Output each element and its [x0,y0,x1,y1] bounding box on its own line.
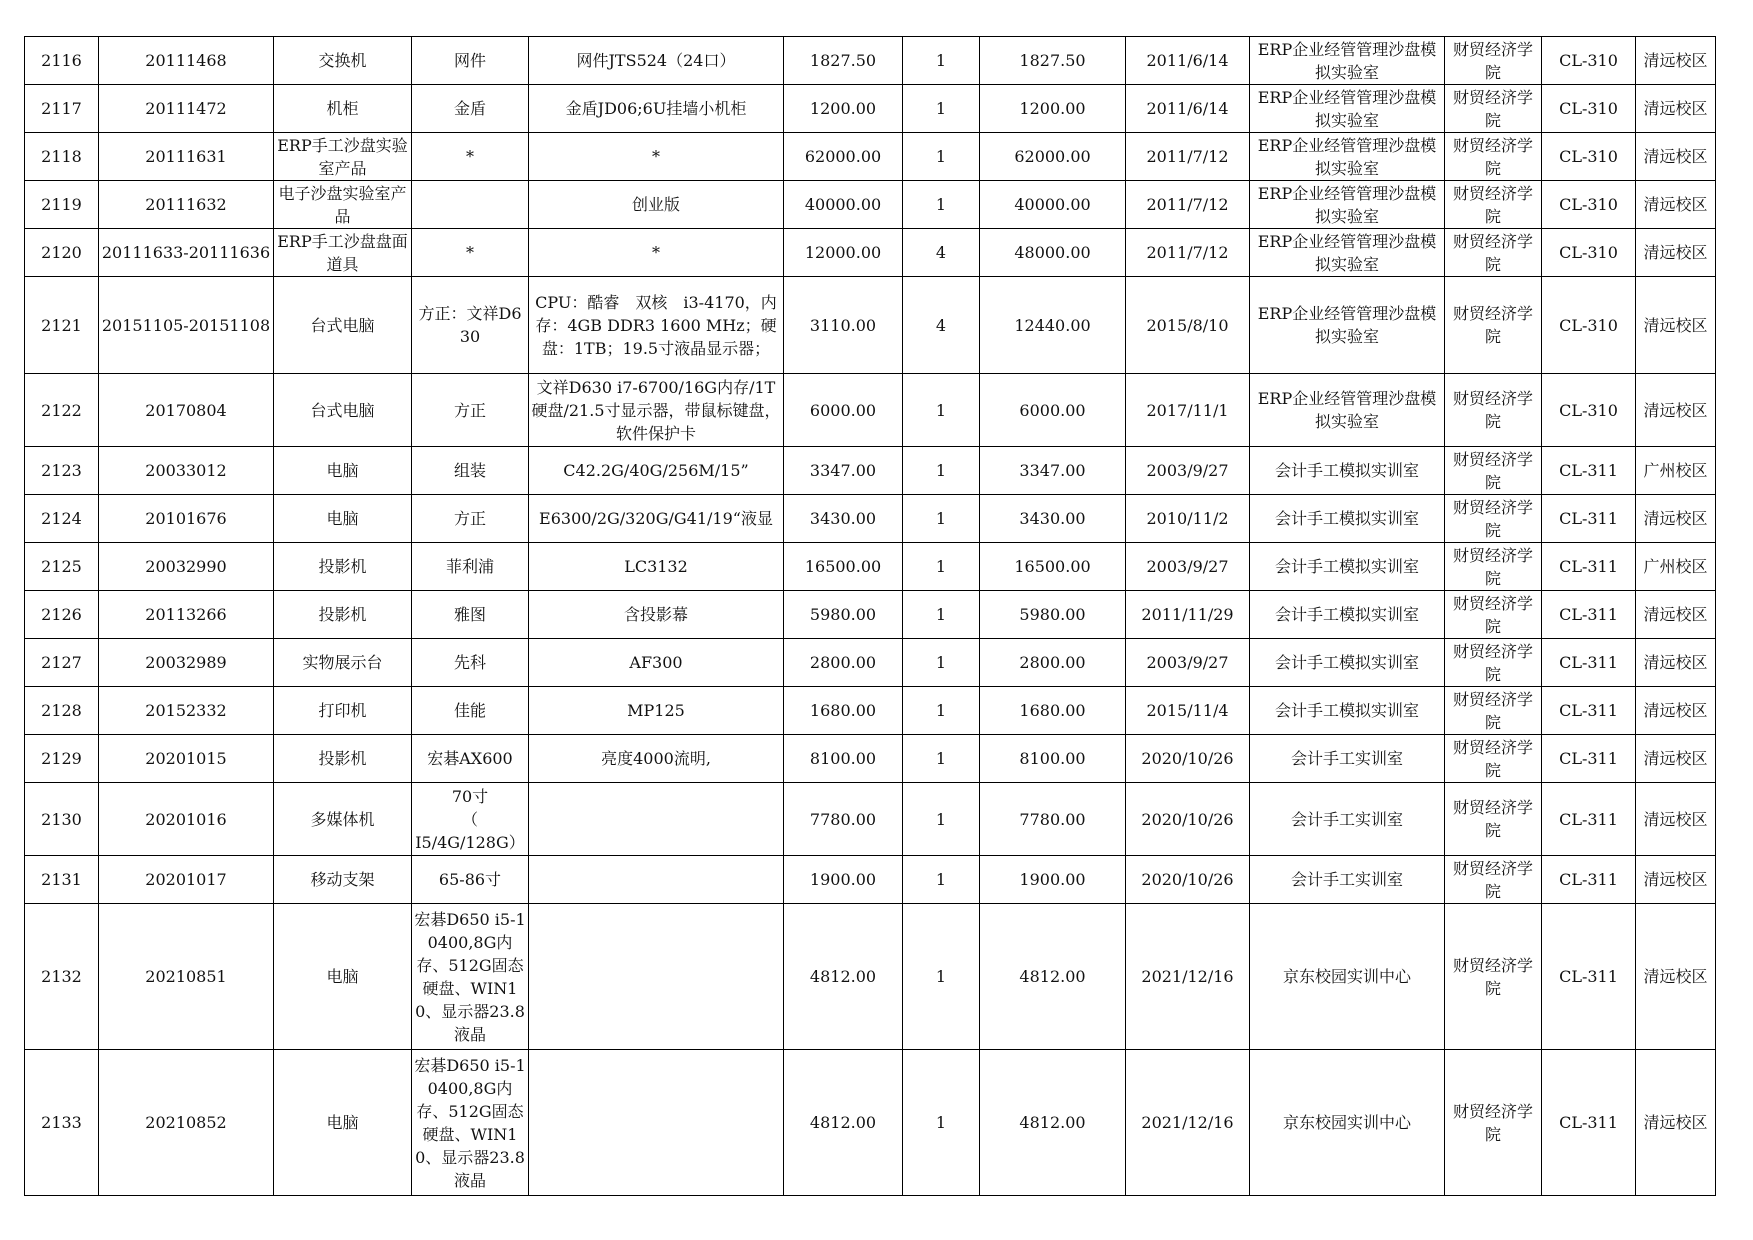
cell-campus: 清远校区 [1636,37,1716,85]
cell-asset-id: 20210851 [99,904,274,1050]
cell-brand-model: 网件 [412,37,529,85]
cell-specification: MP125 [529,687,784,735]
cell-campus: 广州校区 [1636,543,1716,591]
cell-campus: 清远校区 [1636,229,1716,277]
cell-specification: 亮度4000流明, [529,735,784,783]
cell-quantity: 1 [903,591,980,639]
cell-unit-price: 5980.00 [784,591,903,639]
table-row [25,495,1716,543]
table-row [25,85,1716,133]
cell-location: ERP企业经管管理沙盘模拟实验室 [1250,277,1445,374]
cell-quantity: 4 [903,277,980,374]
cell-brand-model: 70寸 （ I5/4G/128G） [412,783,529,856]
cell-quantity: 1 [903,37,980,85]
cell-purchase-date: 2021/12/16 [1126,904,1250,1050]
cell-row-number: 2117 [25,85,99,133]
cell-purchase-date: 2015/11/4 [1126,687,1250,735]
cell-location: 会计手工模拟实训室 [1250,447,1445,495]
cell-location: ERP企业经管管理沙盘模拟实验室 [1250,133,1445,181]
cell-purchase-date: 2011/7/12 [1126,229,1250,277]
cell-quantity: 4 [903,229,980,277]
table-row [25,856,1716,904]
cell-total-amount: 4812.00 [980,904,1126,1050]
cell-department: 财贸经济学院 [1445,904,1542,1050]
cell-department: 财贸经济学院 [1445,374,1542,447]
cell-location: 会计手工模拟实训室 [1250,687,1445,735]
cell-quantity: 1 [903,133,980,181]
cell-brand-model: 65-86寸 [412,856,529,904]
cell-unit-price: 8100.00 [784,735,903,783]
cell-brand-model: 佳能 [412,687,529,735]
cell-brand-model: 宏碁D650 i5-10400,8G内存、512G固态硬盘、WIN10、显示器23.8液晶 [412,1050,529,1196]
cell-row-number: 2127 [25,639,99,687]
cell-campus: 清远校区 [1636,495,1716,543]
cell-asset-id: 20032990 [99,543,274,591]
cell-asset-id: 20170804 [99,374,274,447]
cell-campus: 清远校区 [1636,591,1716,639]
cell-asset-name: 投影机 [274,543,412,591]
cell-brand-model: 宏碁AX600 [412,735,529,783]
cell-asset-name: 电脑 [274,904,412,1050]
cell-room-code: CL-310 [1542,374,1636,447]
cell-quantity: 1 [903,639,980,687]
asset-table [24,36,1716,1196]
cell-unit-price: 1900.00 [784,856,903,904]
cell-asset-name: 电脑 [274,495,412,543]
cell-asset-id: 20111468 [99,37,274,85]
table-row [25,1050,1716,1196]
cell-brand-model: 菲利浦 [412,543,529,591]
cell-row-number: 2119 [25,181,99,229]
cell-total-amount: 3430.00 [980,495,1126,543]
cell-location: 京东校园实训中心 [1250,1050,1445,1196]
table-row [25,735,1716,783]
cell-unit-price: 4812.00 [784,1050,903,1196]
cell-asset-id: 20201015 [99,735,274,783]
cell-room-code: CL-311 [1542,856,1636,904]
cell-room-code: CL-311 [1542,687,1636,735]
cell-location: 会计手工模拟实训室 [1250,591,1445,639]
cell-room-code: CL-311 [1542,495,1636,543]
cell-room-code: CL-311 [1542,591,1636,639]
cell-asset-name: 台式电脑 [274,277,412,374]
cell-campus: 清远校区 [1636,904,1716,1050]
cell-asset-name: ERP手工沙盘盘面道具 [274,229,412,277]
cell-department: 财贸经济学院 [1445,447,1542,495]
cell-brand-model: 先科 [412,639,529,687]
cell-quantity: 1 [903,447,980,495]
cell-quantity: 1 [903,735,980,783]
cell-campus: 清远校区 [1636,687,1716,735]
cell-specification [529,1050,784,1196]
cell-purchase-date: 2011/11/29 [1126,591,1250,639]
cell-brand-model: * [412,133,529,181]
cell-specification: E6300/2G/320G/G41/19“液显 [529,495,784,543]
cell-quantity: 1 [903,904,980,1050]
cell-campus: 清远校区 [1636,277,1716,374]
cell-unit-price: 1827.50 [784,37,903,85]
cell-total-amount: 62000.00 [980,133,1126,181]
cell-quantity: 1 [903,495,980,543]
cell-purchase-date: 2020/10/26 [1126,735,1250,783]
cell-quantity: 1 [903,374,980,447]
cell-asset-id: 20101676 [99,495,274,543]
cell-asset-id: 20210852 [99,1050,274,1196]
cell-room-code: CL-311 [1542,735,1636,783]
cell-room-code: CL-311 [1542,1050,1636,1196]
cell-asset-name: 实物展示台 [274,639,412,687]
cell-row-number: 2123 [25,447,99,495]
table-row [25,37,1716,85]
cell-asset-id: 20033012 [99,447,274,495]
cell-department: 财贸经济学院 [1445,591,1542,639]
cell-unit-price: 3110.00 [784,277,903,374]
cell-asset-id: 20111633-20111636 [99,229,274,277]
cell-specification: C42.2G/40G/256M/15” [529,447,784,495]
cell-location: 会计手工模拟实训室 [1250,543,1445,591]
cell-total-amount: 12440.00 [980,277,1126,374]
table-row [25,591,1716,639]
cell-specification: 文祥D630 i7-6700/16G内存/1T硬盘/21.5寸显示器，带鼠标键盘，软件保护卡 [529,374,784,447]
table-row [25,687,1716,735]
cell-location: 会计手工模拟实训室 [1250,639,1445,687]
cell-campus: 清远校区 [1636,374,1716,447]
cell-specification [529,904,784,1050]
cell-asset-id: 20111631 [99,133,274,181]
cell-specification: * [529,133,784,181]
cell-asset-name: 多媒体机 [274,783,412,856]
cell-location: 会计手工实训室 [1250,735,1445,783]
cell-quantity: 1 [903,856,980,904]
table-row [25,133,1716,181]
cell-department: 财贸经济学院 [1445,783,1542,856]
table-row [25,277,1716,374]
cell-total-amount: 5980.00 [980,591,1126,639]
cell-location: ERP企业经管管理沙盘模拟实验室 [1250,37,1445,85]
cell-quantity: 1 [903,687,980,735]
cell-purchase-date: 2011/6/14 [1126,37,1250,85]
cell-total-amount: 8100.00 [980,735,1126,783]
cell-purchase-date: 2003/9/27 [1126,447,1250,495]
cell-unit-price: 62000.00 [784,133,903,181]
cell-asset-id: 20201017 [99,856,274,904]
cell-total-amount: 7780.00 [980,783,1126,856]
cell-specification [529,783,784,856]
cell-room-code: CL-310 [1542,133,1636,181]
cell-location: ERP企业经管管理沙盘模拟实验室 [1250,374,1445,447]
cell-department: 财贸经济学院 [1445,543,1542,591]
cell-campus: 广州校区 [1636,447,1716,495]
cell-campus: 清远校区 [1636,783,1716,856]
cell-department: 财贸经济学院 [1445,639,1542,687]
cell-row-number: 2133 [25,1050,99,1196]
cell-purchase-date: 2020/10/26 [1126,783,1250,856]
cell-purchase-date: 2015/8/10 [1126,277,1250,374]
cell-asset-id: 20111632 [99,181,274,229]
cell-department: 财贸经济学院 [1445,495,1542,543]
cell-unit-price: 3430.00 [784,495,903,543]
cell-specification: 网件JTS524（24口） [529,37,784,85]
cell-brand-model: 方正 [412,374,529,447]
table-row [25,543,1716,591]
cell-purchase-date: 2020/10/26 [1126,856,1250,904]
cell-asset-name: 电脑 [274,1050,412,1196]
cell-campus: 清远校区 [1636,735,1716,783]
cell-purchase-date: 2017/11/1 [1126,374,1250,447]
cell-quantity: 1 [903,181,980,229]
cell-campus: 清远校区 [1636,1050,1716,1196]
cell-campus: 清远校区 [1636,133,1716,181]
cell-specification: LC3132 [529,543,784,591]
cell-asset-name: 投影机 [274,591,412,639]
cell-purchase-date: 2011/6/14 [1126,85,1250,133]
cell-room-code: CL-311 [1542,904,1636,1050]
cell-specification: 含投影幕 [529,591,784,639]
cell-asset-name: 交换机 [274,37,412,85]
cell-purchase-date: 2011/7/12 [1126,133,1250,181]
cell-total-amount: 1200.00 [980,85,1126,133]
cell-asset-id: 20201016 [99,783,274,856]
cell-row-number: 2118 [25,133,99,181]
cell-asset-name: 电脑 [274,447,412,495]
cell-asset-name: 台式电脑 [274,374,412,447]
cell-brand-model: 雅图 [412,591,529,639]
cell-row-number: 2126 [25,591,99,639]
cell-row-number: 2125 [25,543,99,591]
cell-total-amount: 1827.50 [980,37,1126,85]
cell-row-number: 2129 [25,735,99,783]
cell-brand-model: * [412,229,529,277]
cell-unit-price: 40000.00 [784,181,903,229]
cell-row-number: 2120 [25,229,99,277]
cell-row-number: 2122 [25,374,99,447]
cell-brand-model: 金盾 [412,85,529,133]
table-row [25,229,1716,277]
cell-location: 会计手工实训室 [1250,783,1445,856]
cell-total-amount: 6000.00 [980,374,1126,447]
cell-unit-price: 7780.00 [784,783,903,856]
cell-specification: CPU：酷睿 双核 i3-4170，内存：4GB DDR3 1600 MHz；硬盘：1TB；19.5寸液晶显示器； [529,277,784,374]
cell-brand-model [412,181,529,229]
cell-quantity: 1 [903,85,980,133]
cell-room-code: CL-310 [1542,277,1636,374]
cell-total-amount: 48000.00 [980,229,1126,277]
cell-unit-price: 2800.00 [784,639,903,687]
cell-unit-price: 4812.00 [784,904,903,1050]
cell-asset-name: 投影机 [274,735,412,783]
cell-department: 财贸经济学院 [1445,37,1542,85]
cell-brand-model: 方正：文祥D630 [412,277,529,374]
cell-row-number: 2121 [25,277,99,374]
cell-specification: AF300 [529,639,784,687]
cell-room-code: CL-311 [1542,783,1636,856]
cell-room-code: CL-311 [1542,447,1636,495]
cell-unit-price: 12000.00 [784,229,903,277]
cell-asset-name: 打印机 [274,687,412,735]
cell-unit-price: 1680.00 [784,687,903,735]
cell-room-code: CL-311 [1542,543,1636,591]
cell-total-amount: 16500.00 [980,543,1126,591]
cell-asset-name: ERP手工沙盘实验室产品 [274,133,412,181]
cell-brand-model: 方正 [412,495,529,543]
cell-department: 财贸经济学院 [1445,687,1542,735]
cell-location: 会计手工实训室 [1250,856,1445,904]
cell-row-number: 2132 [25,904,99,1050]
cell-asset-id: 20151105-20151108 [99,277,274,374]
cell-campus: 清远校区 [1636,181,1716,229]
cell-unit-price: 16500.00 [784,543,903,591]
cell-room-code: CL-310 [1542,181,1636,229]
cell-room-code: CL-311 [1542,639,1636,687]
cell-unit-price: 3347.00 [784,447,903,495]
cell-total-amount: 4812.00 [980,1050,1126,1196]
cell-row-number: 2124 [25,495,99,543]
cell-department: 财贸经济学院 [1445,133,1542,181]
cell-purchase-date: 2011/7/12 [1126,181,1250,229]
cell-location: ERP企业经管管理沙盘模拟实验室 [1250,181,1445,229]
cell-purchase-date: 2010/11/2 [1126,495,1250,543]
cell-department: 财贸经济学院 [1445,1050,1542,1196]
cell-purchase-date: 2003/9/27 [1126,639,1250,687]
table-row [25,181,1716,229]
cell-purchase-date: 2003/9/27 [1126,543,1250,591]
cell-department: 财贸经济学院 [1445,735,1542,783]
table-row [25,904,1716,1050]
cell-total-amount: 2800.00 [980,639,1126,687]
cell-location: ERP企业经管管理沙盘模拟实验室 [1250,229,1445,277]
cell-total-amount: 40000.00 [980,181,1126,229]
cell-asset-name: 移动支架 [274,856,412,904]
cell-quantity: 1 [903,1050,980,1196]
table-row [25,374,1716,447]
cell-brand-model: 宏碁D650 i5-10400,8G内存、512G固态硬盘、WIN10、显示器23.8液晶 [412,904,529,1050]
cell-unit-price: 1200.00 [784,85,903,133]
cell-department: 财贸经济学院 [1445,229,1542,277]
cell-department: 财贸经济学院 [1445,277,1542,374]
cell-specification: * [529,229,784,277]
cell-asset-id: 20113266 [99,591,274,639]
cell-row-number: 2131 [25,856,99,904]
cell-asset-id: 20152332 [99,687,274,735]
cell-purchase-date: 2021/12/16 [1126,1050,1250,1196]
cell-specification: 创业版 [529,181,784,229]
cell-location: 会计手工模拟实训室 [1250,495,1445,543]
cell-campus: 清远校区 [1636,639,1716,687]
cell-asset-name: 机柜 [274,85,412,133]
cell-location: ERP企业经管管理沙盘模拟实验室 [1250,85,1445,133]
cell-room-code: CL-310 [1542,37,1636,85]
cell-campus: 清远校区 [1636,856,1716,904]
cell-location: 京东校园实训中心 [1250,904,1445,1050]
cell-total-amount: 1900.00 [980,856,1126,904]
cell-quantity: 1 [903,543,980,591]
cell-total-amount: 3347.00 [980,447,1126,495]
cell-department: 财贸经济学院 [1445,85,1542,133]
cell-room-code: CL-310 [1542,85,1636,133]
cell-room-code: CL-310 [1542,229,1636,277]
cell-row-number: 2130 [25,783,99,856]
cell-asset-id: 20032989 [99,639,274,687]
cell-brand-model: 组装 [412,447,529,495]
cell-row-number: 2128 [25,687,99,735]
cell-quantity: 1 [903,783,980,856]
cell-department: 财贸经济学院 [1445,856,1542,904]
cell-department: 财贸经济学院 [1445,181,1542,229]
cell-unit-price: 6000.00 [784,374,903,447]
table-row [25,783,1716,856]
cell-asset-name: 电子沙盘实验室产品 [274,181,412,229]
cell-specification: 金盾JD06;6U挂墙小机柜 [529,85,784,133]
cell-row-number: 2116 [25,37,99,85]
cell-specification [529,856,784,904]
cell-campus: 清远校区 [1636,85,1716,133]
table-row [25,447,1716,495]
table-row [25,639,1716,687]
cell-total-amount: 1680.00 [980,687,1126,735]
cell-asset-id: 20111472 [99,85,274,133]
